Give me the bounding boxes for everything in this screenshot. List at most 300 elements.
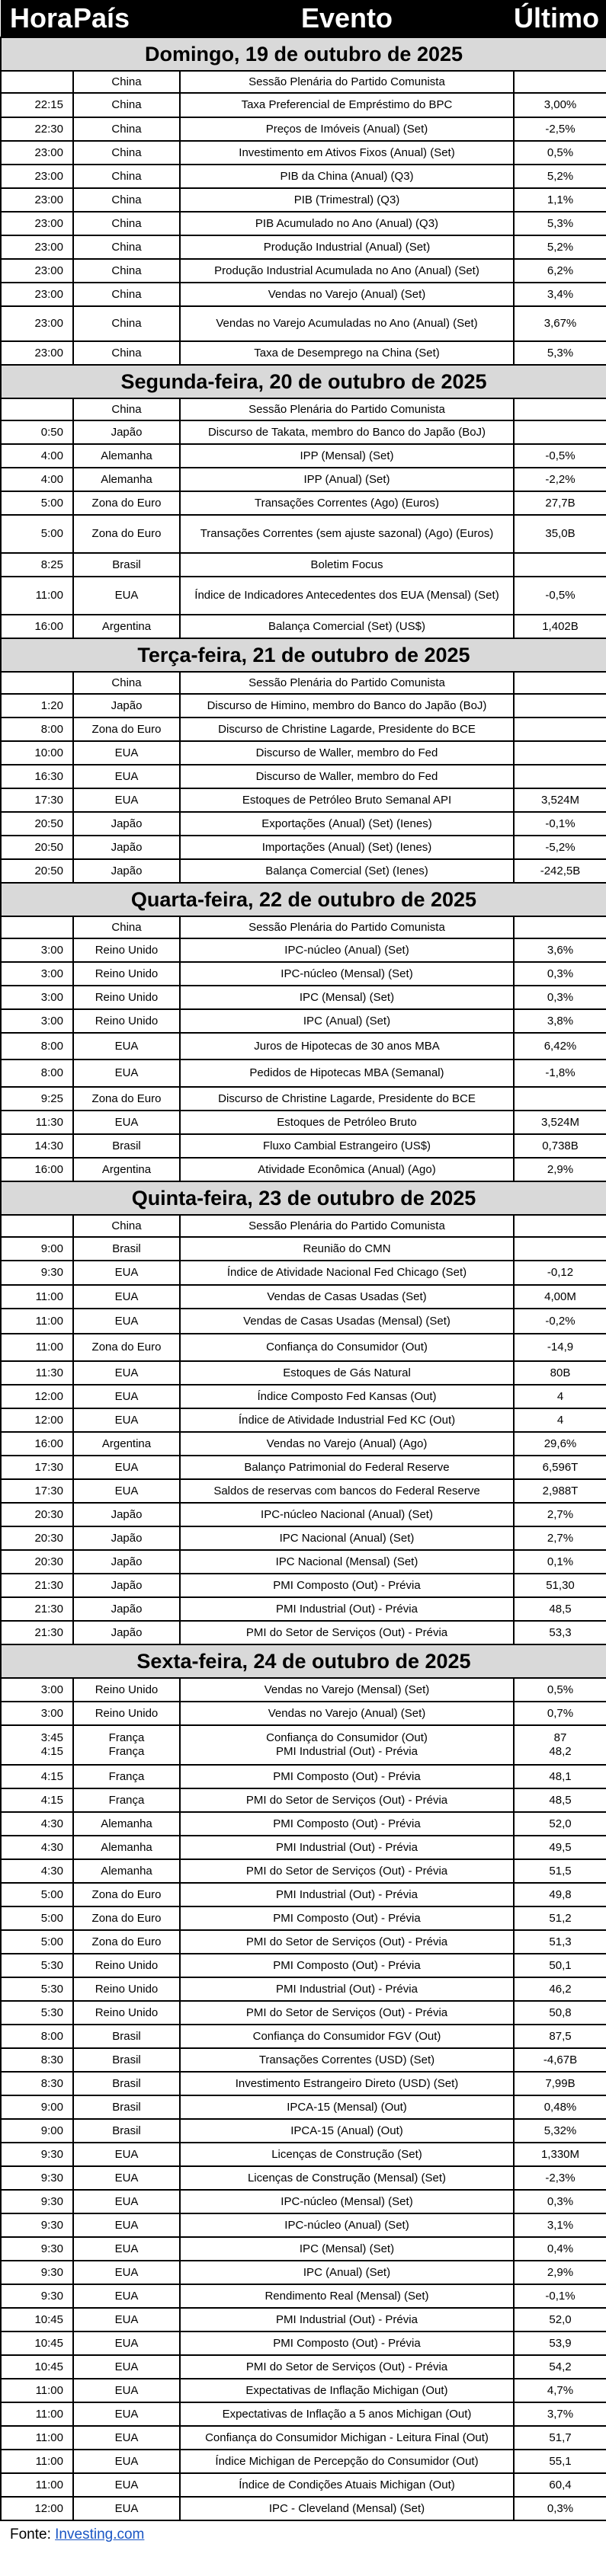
ultimo-cell: -4,67B [514,2048,606,2072]
evento-cell: Discurso de Takata, membro do Banco do Japão (BoJ) [180,420,514,444]
day-header-row [1,1181,606,1215]
pais-cell: França [73,1765,180,1788]
table-row [1,788,606,812]
hora-cell: 5:00 [1,491,73,515]
table-row [1,1859,606,1883]
evento-cell: IPC (Mensal) (Set) [180,986,514,1009]
ultimo-cell [514,694,606,718]
hora-cell: 23:00 [1,306,73,341]
evento-cell: PMI Composto (Out) - Prévia [180,1812,514,1836]
ultimo-cell: 0,3% [514,962,606,986]
evento-cell: IPP (Mensal) (Set) [180,444,514,468]
ultimo-cell: -2,5% [514,117,606,141]
table-row [1,765,606,788]
pais-cell: Brasil [73,2119,180,2143]
hora-cell: 10:00 [1,741,73,765]
pais-cell: Alemanha [73,1859,180,1883]
evento-cell: PIB da China (Anual) (Q3) [180,165,514,188]
ultimo-cell: 27,7B [514,491,606,515]
hora-cell: 11:00 [1,2402,73,2426]
pais-cell: EUA [73,2426,180,2450]
pais-cell: EUA [73,2450,180,2473]
table-row [1,553,606,577]
ultimo-cell: 5,32% [514,2119,606,2143]
table-row [1,1883,606,1906]
pais-cell: China [73,398,180,420]
hora-cell: 8:30 [1,2072,73,2095]
hora-cell: 9:30 [1,1261,73,1285]
table-row [1,694,606,718]
hora-cell: 3:00 [1,1678,73,1702]
ultimo-cell: 50,1 [514,1954,606,1977]
evento-cell: IPC - Cleveland (Mensal) (Set) [180,2497,514,2520]
evento-cell: IPC-núcleo (Anual) (Set) [180,2213,514,2237]
pais-cell: Argentina [73,1158,180,1181]
ultimo-cell: 0,3% [514,986,606,1009]
table-row [1,2001,606,2025]
pais-cell: Zona do Euro [73,1087,180,1111]
pais-cell: EUA [73,2166,180,2190]
hora-cell: 17:30 [1,1479,73,1503]
pais-cell: Brasil [73,2025,180,2048]
ultimo-cell: 51,7 [514,2426,606,2450]
table-row [1,141,606,165]
table-row [1,212,606,235]
ultimo-cell: 4,7% [514,2379,606,2402]
column-header-evento: Evento [180,0,514,37]
pais-cell: Brasil [73,2048,180,2072]
evento-cell: Sessão Plenária do Partido Comunista [180,1215,514,1237]
hora-cell: 8:00 [1,718,73,741]
pais-cell: EUA [73,1309,180,1334]
table-row [1,1285,606,1309]
hora-cell: 23:00 [1,188,73,212]
evento-cell: PMI Composto (Out) - Prévia [180,1574,514,1597]
hora-cell: 3:00 [1,962,73,986]
hora-cell: 11:00 [1,1334,73,1361]
evento-cell: PMI Composto (Out) - Prévia [180,1765,514,1788]
table-row [1,165,606,188]
pais-cell: China [73,117,180,141]
table-row [1,1479,606,1503]
table-row [1,1702,606,1725]
table-row [1,1009,606,1033]
pais-cell: Brasil [73,553,180,577]
table-row [1,2190,606,2213]
hora-cell: 5:30 [1,1977,73,2001]
evento-cell: PMI do Setor de Serviços (Out) - Prévia [180,1859,514,1883]
pais-cell: Reino Unido [73,938,180,962]
table-row [1,2072,606,2095]
evento-cell: IPCA-15 (Anual) (Out) [180,2119,514,2143]
pais-cell: Reino Unido [73,1702,180,1725]
ultimo-cell: 0,7% [514,1702,606,1725]
ultimo-cell: 0,5% [514,141,606,165]
ultimo-cell: 7,99B [514,2072,606,2095]
pais-cell: EUA [73,2379,180,2402]
table-row [1,2261,606,2284]
evento-cell: PMI do Setor de Serviços (Out) - Prévia [180,2355,514,2379]
pais-cell: China [73,235,180,259]
ultimo-cell: 51,3 [514,1930,606,1954]
column-header-hora: Hora [1,0,73,37]
ultimo-cell: -5,2% [514,836,606,859]
pais-cell: EUA [73,2237,180,2261]
hora-cell: 16:00 [1,1432,73,1456]
table-row [1,1954,606,1977]
ultimo-cell: 46,2 [514,1977,606,2001]
hora-cell: 9:30 [1,2166,73,2190]
evento-cell: PMI Industrial (Out) - Prévia [180,2308,514,2332]
ultimo-cell: 35,0B [514,515,606,553]
ultimo-cell: 87 48,2 [514,1725,606,1765]
table-row [1,962,606,986]
hora-cell: 9:00 [1,2095,73,2119]
hora-cell: 12:00 [1,1385,73,1408]
pais-cell: EUA [73,765,180,788]
hora-cell: 16:30 [1,765,73,788]
ultimo-cell: 5,2% [514,165,606,188]
pais-cell: Alemanha [73,468,180,491]
evento-cell: Exportações (Anual) (Set) (Ienes) [180,812,514,836]
evento-cell: Transações Correntes (USD) (Set) [180,2048,514,2072]
pais-cell: China [73,341,180,365]
table-row [1,2284,606,2308]
pais-cell: Argentina [73,615,180,638]
pais-cell: EUA [73,1408,180,1432]
evento-cell: Expectativas de Inflação a 5 anos Michigan (Out) [180,2402,514,2426]
hora-cell: 5:30 [1,1954,73,1977]
source-link[interactable]: Investing.com [55,2526,145,2542]
table-row [1,1361,606,1385]
hora-cell: 20:30 [1,1526,73,1550]
ultimo-cell: 0,3% [514,2190,606,2213]
pais-cell: França [73,1788,180,1812]
ultimo-cell [514,1087,606,1111]
table-row [1,1261,606,1285]
pais-cell: Reino Unido [73,986,180,1009]
pais-cell: Argentina [73,1432,180,1456]
evento-cell: Taxa de Desemprego na China (Set) [180,341,514,365]
hora-cell: 11:00 [1,1285,73,1309]
pais-cell: Reino Unido [73,1977,180,2001]
ultimo-cell: -2,3% [514,2166,606,2190]
hora-cell: 8:30 [1,2048,73,2072]
pais-cell: Zona do Euro [73,718,180,741]
hora-cell: 5:00 [1,1930,73,1954]
hora-cell: 4:15 [1,1788,73,1812]
table-row [1,2237,606,2261]
evento-cell: Balança Comercial (Set) (Ienes) [180,859,514,883]
table-row [1,1574,606,1597]
hora-cell: 11:00 [1,2450,73,2473]
ultimo-cell: 2,9% [514,2261,606,2284]
table-row [1,1408,606,1432]
evento-cell: PMI Industrial (Out) - Prévia [180,1597,514,1621]
table-row [1,1550,606,1574]
evento-cell: Discurso de Waller, membro do Fed [180,741,514,765]
ultimo-cell: 6,596T [514,1456,606,1479]
day-title: Domingo, 19 de outubro de 2025 [1,37,606,71]
hora-cell: 9:30 [1,2190,73,2213]
table-row [1,2119,606,2143]
pais-cell: Reino Unido [73,1954,180,1977]
hora-cell [1,1215,73,1237]
hora-cell: 14:30 [1,1134,73,1158]
table-row [1,2450,606,2473]
table-row [1,2048,606,2072]
pais-cell: Brasil [73,2072,180,2095]
ultimo-cell [514,718,606,741]
table-row [1,259,606,283]
evento-cell: Transações Correntes (sem ajuste sazonal) (Ago) (Euros) [180,515,514,553]
table-row [1,1334,606,1361]
evento-cell: Sessão Plenária do Partido Comunista [180,71,514,93]
evento-cell: Vendas no Varejo (Mensal) (Set) [180,1678,514,1702]
evento-cell: Transações Correntes (Ago) (Euros) [180,491,514,515]
evento-cell: PMI do Setor de Serviços (Out) - Prévia [180,1788,514,1812]
ultimo-cell: -0,5% [514,577,606,615]
table-row [1,1906,606,1930]
hora-cell: 23:00 [1,235,73,259]
hora-cell [1,672,73,694]
evento-cell: Índice Michigan de Percepção do Consumidor (Out) [180,2450,514,2473]
evento-cell: Sessão Plenária do Partido Comunista [180,672,514,694]
hora-cell [1,398,73,420]
table-row [1,836,606,859]
evento-cell: IPCA-15 (Mensal) (Out) [180,2095,514,2119]
pais-cell: China [73,93,180,117]
ultimo-cell: 48,5 [514,1788,606,1812]
evento-cell: Balança Comercial (Set) (US$) [180,615,514,638]
pais-cell: Reino Unido [73,2001,180,2025]
hora-cell: 23:00 [1,141,73,165]
evento-cell: Vendas no Varejo (Anual) (Ago) [180,1432,514,1456]
pais-cell: EUA [73,1479,180,1503]
source-label: Fonte: [10,2526,56,2542]
table-row [1,2355,606,2379]
ultimo-cell: 51,2 [514,1906,606,1930]
pais-cell: Reino Unido [73,962,180,986]
evento-cell: Índice de Indicadores Antecedentes dos EUA (Mensal) (Set) [180,577,514,615]
day-header-row [1,37,606,71]
ultimo-cell: 1,402B [514,615,606,638]
pais-cell: EUA [73,1385,180,1408]
ultimo-cell: 3,7% [514,2402,606,2426]
hora-cell: 4:30 [1,1812,73,1836]
pais-cell: Japão [73,1574,180,1597]
hora-cell: 22:15 [1,93,73,117]
table-row [1,491,606,515]
pais-cell: Japão [73,1550,180,1574]
ultimo-cell: 0,1% [514,1550,606,1574]
ultimo-cell: 3,1% [514,2213,606,2237]
table-row [1,2308,606,2332]
evento-cell: PMI Industrial (Out) - Prévia [180,1977,514,2001]
pais-cell: Zona do Euro [73,491,180,515]
evento-cell: Sessão Plenária do Partido Comunista [180,916,514,938]
evento-cell: PMI Composto (Out) - Prévia [180,2332,514,2355]
ultimo-cell: -0,1% [514,2284,606,2308]
hora-cell: 17:30 [1,788,73,812]
pais-cell: EUA [73,2355,180,2379]
ultimo-cell: 6,42% [514,1033,606,1059]
table-row [1,2025,606,2048]
ultimo-cell: 51,5 [514,1859,606,1883]
ultimo-cell [514,741,606,765]
evento-cell: IPC-núcleo Nacional (Anual) (Set) [180,1503,514,1526]
pais-cell: EUA [73,2190,180,2213]
pais-cell: Japão [73,859,180,883]
ultimo-cell: 53,9 [514,2332,606,2355]
table-row [1,1309,606,1334]
day-header-row [1,638,606,672]
evento-cell: Boletim Focus [180,553,514,577]
ultimo-cell: 52,0 [514,1812,606,1836]
evento-cell: IPC (Anual) (Set) [180,1009,514,1033]
evento-cell: Pedidos de Hipotecas MBA (Semanal) [180,1059,514,1087]
ultimo-cell: -0,1% [514,812,606,836]
ultimo-cell: 52,0 [514,2308,606,2332]
ultimo-cell: 0,738B [514,1134,606,1158]
table-row [1,71,606,93]
hora-cell: 21:30 [1,1597,73,1621]
hora-cell: 4:00 [1,468,73,491]
day-title: Terça-feira, 21 de outubro de 2025 [1,638,606,672]
ultimo-cell: 3,8% [514,1009,606,1033]
evento-cell: IPC (Mensal) (Set) [180,2237,514,2261]
hora-cell: 9:25 [1,1087,73,1111]
pais-cell: China [73,672,180,694]
pais-cell: Alemanha [73,1812,180,1836]
ultimo-cell: 87,5 [514,2025,606,2048]
ultimo-cell: 4 [514,1408,606,1432]
hora-cell: 10:45 [1,2308,73,2332]
ultimo-cell: 6,2% [514,259,606,283]
ultimo-cell: 60,4 [514,2473,606,2497]
hora-cell: 22:30 [1,117,73,141]
day-title: Sexta-feira, 24 de outubro de 2025 [1,1644,606,1678]
pais-cell: China [73,188,180,212]
ultimo-cell: 5,3% [514,212,606,235]
day-title: Quarta-feira, 22 de outubro de 2025 [1,883,606,916]
pais-cell: EUA [73,2261,180,2284]
hora-cell [1,916,73,938]
evento-cell: Rendimento Real (Mensal) (Set) [180,2284,514,2308]
hora-cell: 10:45 [1,2332,73,2355]
table-row [1,1977,606,2001]
evento-cell: Preços de Imóveis (Anual) (Set) [180,117,514,141]
ultimo-cell: 5,3% [514,341,606,365]
ultimo-cell: 0,5% [514,1678,606,1702]
evento-cell: Investimento em Ativos Fixos (Anual) (Set) [180,141,514,165]
table-row [1,1432,606,1456]
pais-cell: Zona do Euro [73,1906,180,1930]
day-title: Segunda-feira, 20 de outubro de 2025 [1,365,606,398]
pais-cell: Brasil [73,1237,180,1261]
ultimo-cell: -14,9 [514,1334,606,1361]
table-row [1,1134,606,1158]
ultimo-cell: 55,1 [514,2450,606,2473]
hora-cell: 8:00 [1,1059,73,1087]
hora-cell: 12:00 [1,2497,73,2520]
hora-cell: 9:30 [1,2143,73,2166]
table-row [1,1597,606,1621]
ultimo-cell [514,420,606,444]
table-row [1,515,606,553]
evento-cell: IPC-núcleo (Mensal) (Set) [180,962,514,986]
table-row [1,2166,606,2190]
hora-cell: 20:50 [1,836,73,859]
table-row [1,986,606,1009]
ultimo-cell: 1,1% [514,188,606,212]
hora-cell: 23:00 [1,341,73,365]
evento-cell: Fluxo Cambial Estrangeiro (US$) [180,1134,514,1158]
evento-cell: Estoques de Petróleo Bruto [180,1111,514,1134]
evento-cell: IPC (Anual) (Set) [180,2261,514,2284]
ultimo-cell: -2,2% [514,468,606,491]
hora-cell: 11:00 [1,2473,73,2497]
hora-cell: 3:00 [1,938,73,962]
hora-cell: 8:00 [1,1033,73,1059]
ultimo-cell [514,1215,606,1237]
table-row [1,2473,606,2497]
pais-cell: China [73,306,180,341]
pais-cell: França França [73,1725,180,1765]
evento-cell: Expectativas de Inflação Michigan (Out) [180,2379,514,2402]
evento-cell: Índice Composto Fed Kansas (Out) [180,1385,514,1408]
table-row [1,1836,606,1859]
evento-cell: Estoques de Petróleo Bruto Semanal API [180,788,514,812]
hora-cell: 20:50 [1,812,73,836]
evento-cell: PIB (Trimestral) (Q3) [180,188,514,212]
hora-cell: 11:30 [1,1361,73,1385]
hora-cell: 5:00 [1,1906,73,1930]
evento-cell: Balanço Patrimonial do Federal Reserve [180,1456,514,1479]
pais-cell: China [73,141,180,165]
ultimo-cell: 0,4% [514,2237,606,2261]
evento-cell: Vendas no Varejo (Anual) (Set) [180,1702,514,1725]
pais-cell: EUA [73,2143,180,2166]
ultimo-cell: 50,8 [514,2001,606,2025]
table-row [1,812,606,836]
ultimo-cell: 48,1 [514,1765,606,1788]
table-row [1,1621,606,1644]
table-row [1,1087,606,1111]
ultimo-cell [514,398,606,420]
hora-cell: 3:00 [1,986,73,1009]
ultimo-cell: 2,7% [514,1526,606,1550]
table-row [1,235,606,259]
table-row [1,615,606,638]
hora-cell: 9:00 [1,1237,73,1261]
hora-cell: 20:30 [1,1503,73,1526]
evento-cell: Juros de Hipotecas de 30 anos MBA [180,1033,514,1059]
pais-cell: EUA [73,1111,180,1134]
table-row [1,1215,606,1237]
day-header-row [1,1644,606,1678]
pais-cell: China [73,1215,180,1237]
ultimo-cell: 53,3 [514,1621,606,1644]
table-row [1,1788,606,1812]
table-row [1,306,606,341]
hora-cell: 23:00 [1,283,73,306]
hora-cell: 5:30 [1,2001,73,2025]
pais-cell: Japão [73,1526,180,1550]
hora-cell: 4:00 [1,444,73,468]
day-header-row [1,365,606,398]
evento-cell: PIB Acumulado no Ano (Anual) (Q3) [180,212,514,235]
